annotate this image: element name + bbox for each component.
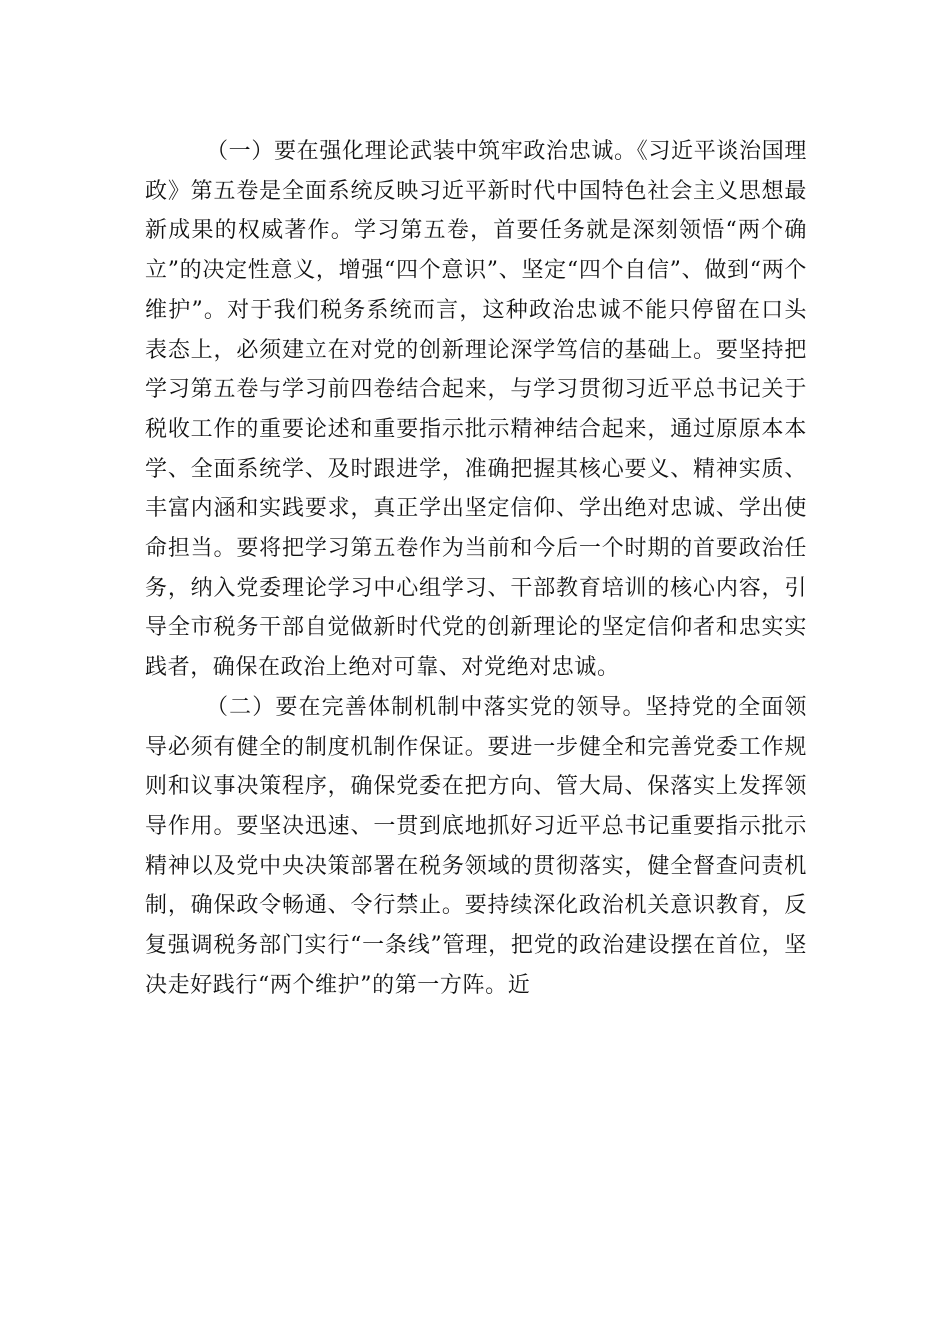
paragraph-1: （一）要在强化理论武装中筑牢政治忠诚。《习近平谈治国理政》第五卷是全面系统反映习近平新时代中国特色社会主义思想最新成果的权威著作。学习第五卷，首要任务就是深刻领悟“两个确立”的决定性意义，增强“四个意识”、坚定“四个自信”、做到“两个维护”。对于我们税务系统而言，这种政治忠诚不能只停留在口头表态上，必须建立在对党的创新理论深学笃信的基础上。要坚持把学习第五卷与学习前四卷结合起来，与学习贯彻习近平总书记关于税收工作的重要论述和重要指示批示精神结合起来，通过原原本本学、全面系统学、及时跟进学，准确把握其核心要义、精神实质、丰富内涵和实践要求，真正学出坚定信仰、学出绝对忠诚、学出使命担当。要将把学习第五卷作为当前和今后一个时期的首要政治任务，纳入党委理论学习中心组学习、干部教育培训的核心内容，引导全市税务干部自觉做新时代党的创新理论的坚定信仰者和忠实实践者，确保在政治上绝对可靠、对党绝对忠诚。 (145, 139, 807, 681)
paragraph-2: （二）要在完善体制机制中落实党的领导。坚持党的全面领导必须有健全的制度机制作保证。要进一步健全和完善党委工作规则和议事决策程序，确保党委在把方向、管大局、保落实上发挥领导作用。要坚决迅速、一贯到底地抓好习近平总书记重要指示批示精神以及党中央决策部署在税务领域的贯彻落实，健全督查问责机制，确保政令畅通、令行禁止。要持续深化政治机关意识教育，反复强调税务部门实行“一条线”管理，把党的政治建设摆在首位，坚决走好践行“两个维护”的第一方阵。近 (145, 694, 807, 998)
document-body (145, 132, 807, 1005)
